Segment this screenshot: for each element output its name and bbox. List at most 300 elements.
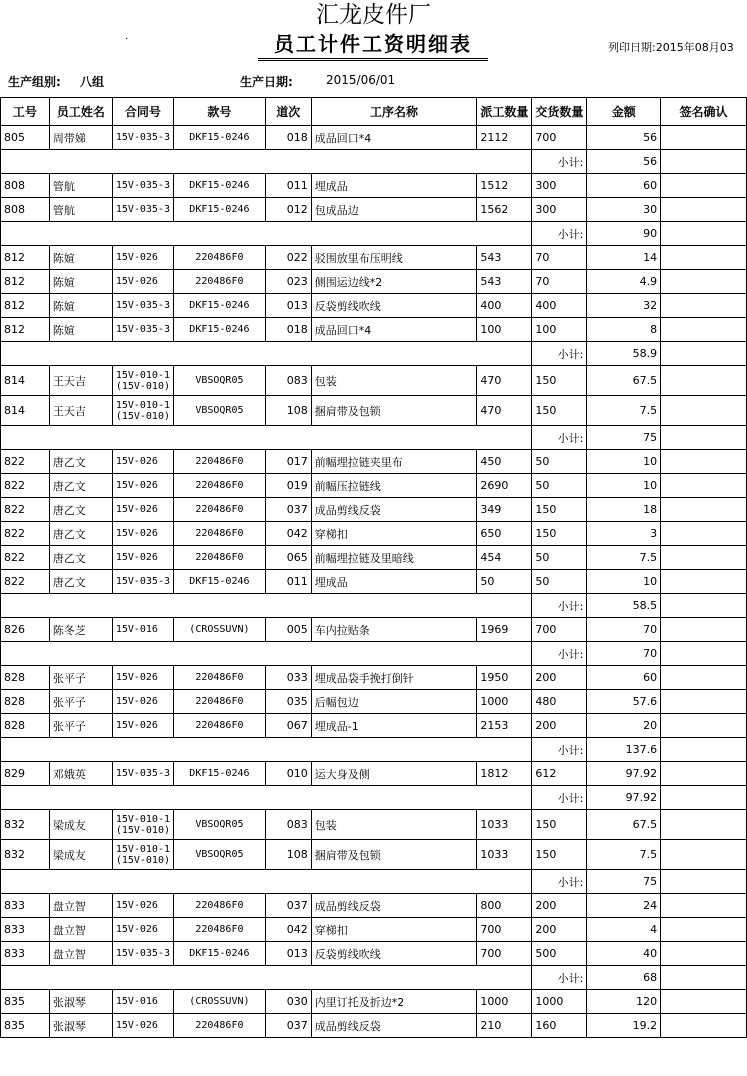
amount: 4	[587, 918, 661, 942]
contract-number: 15V-035-3	[112, 570, 173, 594]
signature-cell	[661, 642, 747, 666]
delivered-qty: 50	[532, 546, 587, 570]
table-row	[1, 918, 747, 942]
employee-name: 盘立智	[49, 942, 112, 966]
contract-line-1: 15V-010-1	[115, 843, 170, 855]
style-number: (CROSSUVN)	[174, 618, 266, 642]
process-name: 前幅埋拉链及里暗线	[311, 546, 477, 570]
amount: 14	[587, 246, 661, 270]
contract-number: 15V-035-3	[112, 198, 173, 222]
sequence-number: 035	[265, 690, 311, 714]
subtotal-spacer	[1, 642, 532, 666]
contract-number: 15V-026	[112, 714, 173, 738]
employee-name: 张平子	[49, 666, 112, 690]
delivered-qty: 200	[532, 894, 587, 918]
delivered-qty: 150	[532, 366, 587, 396]
amount: 18	[587, 498, 661, 522]
table-row	[1, 294, 747, 318]
contract-line-1: 15V-010-1	[115, 399, 170, 411]
amount: 67.5	[587, 366, 661, 396]
delivered-qty: 150	[532, 810, 587, 840]
amount: 30	[587, 198, 661, 222]
delivered-qty: 400	[532, 294, 587, 318]
employee-id: 814	[1, 366, 50, 396]
subtotal-label: 小计:	[532, 594, 587, 618]
table-header-row	[1, 98, 747, 126]
subtotal-label: 小计:	[532, 966, 587, 990]
employee-id: 826	[1, 618, 50, 642]
signature-cell	[661, 1014, 747, 1038]
style-number: 220486F0	[174, 498, 266, 522]
sequence-number: 005	[265, 618, 311, 642]
subtotal-label: 小计:	[532, 342, 587, 366]
contract-number: 15V-035-3	[112, 762, 173, 786]
subtotal-spacer	[1, 966, 532, 990]
delivered-qty: 150	[532, 522, 587, 546]
date-label: 生产日期:	[240, 75, 293, 89]
col-header-signature: 签名确认	[661, 98, 747, 126]
signature-cell	[661, 522, 747, 546]
employee-id: 822	[1, 450, 50, 474]
employee-id: 812	[1, 246, 50, 270]
employee-name: 张平子	[49, 690, 112, 714]
sequence-number: 019	[265, 474, 311, 498]
subtotal-label: 小计:	[532, 150, 587, 174]
employee-name: 管航	[49, 174, 112, 198]
delivered-qty: 500	[532, 942, 587, 966]
employee-name: 盘立智	[49, 894, 112, 918]
style-number: 220486F0	[174, 690, 266, 714]
employee-name: 陈冬芝	[49, 618, 112, 642]
signature-cell	[661, 198, 747, 222]
contract-number: 15V-026	[112, 918, 173, 942]
process-name: 穿梯扣	[311, 918, 477, 942]
table-row	[1, 246, 747, 270]
amount: 57.6	[587, 690, 661, 714]
table-row	[1, 366, 747, 396]
delivered-qty: 100	[532, 318, 587, 342]
signature-cell	[661, 666, 747, 690]
dispatched-qty: 1969	[477, 618, 532, 642]
employee-name: 陈媗	[49, 318, 112, 342]
process-name: 包成品边	[311, 198, 477, 222]
dispatched-qty: 1812	[477, 762, 532, 786]
style-number: 220486F0	[174, 894, 266, 918]
delivered-qty: 700	[532, 618, 587, 642]
dispatched-qty: 1033	[477, 810, 532, 840]
table-row	[1, 498, 747, 522]
employee-id: 822	[1, 498, 50, 522]
delivered-qty: 50	[532, 474, 587, 498]
style-number: DKF15-0246	[174, 570, 266, 594]
dispatched-qty: 100	[477, 318, 532, 342]
delivered-qty: 300	[532, 198, 587, 222]
signature-cell	[661, 318, 747, 342]
amount: 10	[587, 474, 661, 498]
subtotal-label: 小计:	[532, 786, 587, 810]
signature-cell	[661, 918, 747, 942]
employee-name: 管航	[49, 198, 112, 222]
print-date: 列印日期:2015年08月03	[608, 41, 734, 54]
sequence-number: 033	[265, 666, 311, 690]
sequence-number: 042	[265, 522, 311, 546]
table-row	[1, 570, 747, 594]
dispatched-qty: 1512	[477, 174, 532, 198]
delivered-qty: 200	[532, 714, 587, 738]
subtotal-label: 小计:	[532, 426, 587, 450]
style-number: 220486F0	[174, 666, 266, 690]
signature-cell	[661, 594, 747, 618]
contract-number: 15V-016	[112, 618, 173, 642]
table-row	[1, 840, 747, 870]
employee-id: 832	[1, 810, 50, 840]
sequence-number: 011	[265, 570, 311, 594]
sequence-number: 023	[265, 270, 311, 294]
process-name: 成品剪线反袋	[311, 498, 477, 522]
delivered-qty: 150	[532, 498, 587, 522]
subtotal-spacer	[1, 738, 532, 762]
amount: 19.2	[587, 1014, 661, 1038]
delivered-qty: 70	[532, 246, 587, 270]
style-number: VBSOQR05	[174, 366, 266, 396]
table-row	[1, 942, 747, 966]
employee-name: 梁成友	[49, 840, 112, 870]
sequence-number: 083	[265, 366, 311, 396]
table-row	[1, 396, 747, 426]
process-name: 反袋剪线吹线	[311, 294, 477, 318]
delivered-qty: 50	[532, 570, 587, 594]
sequence-number: 013	[265, 294, 311, 318]
process-name: 反袋剪线吹线	[311, 942, 477, 966]
table-row	[1, 762, 747, 786]
subtotal-row	[1, 222, 747, 246]
employee-id: 822	[1, 546, 50, 570]
subtotal-row	[1, 342, 747, 366]
amount: 4.9	[587, 270, 661, 294]
contract-number: 15V-026	[112, 522, 173, 546]
table-row	[1, 546, 747, 570]
employee-id: 835	[1, 990, 50, 1014]
employee-name: 王天吉	[49, 366, 112, 396]
delivered-qty: 150	[532, 840, 587, 870]
signature-cell	[661, 942, 747, 966]
signature-cell	[661, 270, 747, 294]
amount: 32	[587, 294, 661, 318]
col-header-contract: 合同号	[112, 98, 173, 126]
contract-number: 15V-035-3	[112, 318, 173, 342]
subtotal-amount: 90	[587, 222, 661, 246]
style-number: 220486F0	[174, 246, 266, 270]
contract-number: 15V-026	[112, 1014, 173, 1038]
table-row	[1, 522, 747, 546]
amount: 60	[587, 666, 661, 690]
employee-id: 808	[1, 174, 50, 198]
process-name: 埋成品	[311, 174, 477, 198]
process-name: 驳围放里布压明线	[311, 246, 477, 270]
process-name: 穿梯扣	[311, 522, 477, 546]
process-name: 捆肩带及包锁	[311, 840, 477, 870]
dispatched-qty: 543	[477, 270, 532, 294]
style-number: VBSOQR05	[174, 396, 266, 426]
sequence-number: 037	[265, 894, 311, 918]
dispatched-qty: 2112	[477, 126, 532, 150]
employee-name: 唐乙文	[49, 546, 112, 570]
process-name: 车内拉贴条	[311, 618, 477, 642]
delivered-qty: 200	[532, 918, 587, 942]
amount: 67.5	[587, 810, 661, 840]
dispatched-qty: 800	[477, 894, 532, 918]
contract-number: 15V-026	[112, 546, 173, 570]
employee-name: 陈媗	[49, 270, 112, 294]
signature-cell	[661, 714, 747, 738]
sequence-number: 018	[265, 126, 311, 150]
employee-name: 盘立智	[49, 918, 112, 942]
dispatched-qty: 470	[477, 366, 532, 396]
subtotal-row	[1, 786, 747, 810]
amount: 20	[587, 714, 661, 738]
contract-line-1: 15V-010-1	[115, 813, 170, 825]
stray-dot: .	[125, 31, 129, 42]
subtotal-row	[1, 594, 747, 618]
signature-cell	[661, 396, 747, 426]
dispatched-qty: 700	[477, 918, 532, 942]
sequence-number: 108	[265, 840, 311, 870]
subtotal-amount: 75	[587, 426, 661, 450]
sequence-number: 065	[265, 546, 311, 570]
contract-number	[112, 396, 173, 426]
amount: 10	[587, 570, 661, 594]
process-name: 包装	[311, 810, 477, 840]
signature-cell	[661, 546, 747, 570]
employee-id: 835	[1, 1014, 50, 1038]
delivered-qty: 1000	[532, 990, 587, 1014]
amount: 8	[587, 318, 661, 342]
subtotal-amount: 58.9	[587, 342, 661, 366]
employee-name: 邓娥英	[49, 762, 112, 786]
subtotal-spacer	[1, 786, 532, 810]
col-header-name: 员工姓名	[49, 98, 112, 126]
amount: 97.92	[587, 762, 661, 786]
subtotal-spacer	[1, 222, 532, 246]
amount: 3	[587, 522, 661, 546]
amount: 56	[587, 126, 661, 150]
sequence-number: 017	[265, 450, 311, 474]
signature-cell	[661, 570, 747, 594]
delivered-qty: 700	[532, 126, 587, 150]
employee-id: 822	[1, 474, 50, 498]
subtotal-row	[1, 870, 747, 894]
contract-number: 15V-026	[112, 894, 173, 918]
dispatched-qty: 650	[477, 522, 532, 546]
signature-cell	[661, 126, 747, 150]
table-row	[1, 690, 747, 714]
contract-number: 15V-026	[112, 246, 173, 270]
dispatched-qty: 50	[477, 570, 532, 594]
group-value: 八组	[80, 75, 105, 89]
subtotal-row	[1, 966, 747, 990]
style-number: DKF15-0246	[174, 198, 266, 222]
subtotal-amount: 137.6	[587, 738, 661, 762]
signature-cell	[661, 342, 747, 366]
signature-cell	[661, 870, 747, 894]
process-name: 侧围运边线*2	[311, 270, 477, 294]
amount: 24	[587, 894, 661, 918]
signature-cell	[661, 990, 747, 1014]
sequence-number: 012	[265, 198, 311, 222]
contract-number	[112, 810, 173, 840]
dispatched-qty: 700	[477, 942, 532, 966]
signature-cell	[661, 366, 747, 396]
amount: 60	[587, 174, 661, 198]
date-value: 2015/06/01	[326, 73, 396, 87]
subtotal-amount: 75	[587, 870, 661, 894]
wage-detail-table	[0, 97, 747, 1038]
contract-line-2: (15V-010)	[115, 824, 170, 836]
employee-id: 822	[1, 522, 50, 546]
dispatched-qty: 349	[477, 498, 532, 522]
style-number: 220486F0	[174, 522, 266, 546]
style-number: VBSOQR05	[174, 810, 266, 840]
table-row	[1, 990, 747, 1014]
process-name: 包装	[311, 366, 477, 396]
contract-number	[112, 366, 173, 396]
sequence-number: 030	[265, 990, 311, 1014]
employee-name: 唐乙文	[49, 570, 112, 594]
dispatched-qty: 1000	[477, 690, 532, 714]
sequence-number: 013	[265, 942, 311, 966]
col-header-process: 工序名称	[311, 98, 477, 126]
subtotal-spacer	[1, 594, 532, 618]
subtotal-label: 小计:	[532, 222, 587, 246]
subtotal-amount: 68	[587, 966, 661, 990]
delivered-qty: 160	[532, 1014, 587, 1038]
style-number: DKF15-0246	[174, 942, 266, 966]
employee-id: 828	[1, 714, 50, 738]
delivered-qty: 70	[532, 270, 587, 294]
style-number: 220486F0	[174, 918, 266, 942]
group-label: 生产组别:	[8, 75, 61, 89]
signature-cell	[661, 222, 747, 246]
process-name: 捆肩带及包锁	[311, 396, 477, 426]
process-name: 前幅埋拉链夹里布	[311, 450, 477, 474]
contract-line-1: 15V-010-1	[115, 369, 170, 381]
employee-name: 周带娣	[49, 126, 112, 150]
col-header-delivered: 交货数量	[532, 98, 587, 126]
style-number: DKF15-0246	[174, 294, 266, 318]
employee-name: 唐乙文	[49, 522, 112, 546]
employee-id: 812	[1, 270, 50, 294]
style-number: DKF15-0246	[174, 762, 266, 786]
signature-cell	[661, 150, 747, 174]
employee-id: 812	[1, 294, 50, 318]
sequence-number: 018	[265, 318, 311, 342]
col-header-seq: 道次	[265, 98, 311, 126]
dispatched-qty: 543	[477, 246, 532, 270]
process-name: 成品回口*4	[311, 318, 477, 342]
contract-number: 15V-035-3	[112, 942, 173, 966]
amount: 70	[587, 618, 661, 642]
signature-cell	[661, 474, 747, 498]
table-row	[1, 318, 747, 342]
table-row	[1, 618, 747, 642]
amount: 120	[587, 990, 661, 1014]
contract-number: 15V-026	[112, 498, 173, 522]
signature-cell	[661, 762, 747, 786]
contract-number: 15V-026	[112, 690, 173, 714]
dispatched-qty: 210	[477, 1014, 532, 1038]
table-row	[1, 198, 747, 222]
style-number: 220486F0	[174, 270, 266, 294]
process-name: 埋成品袋手挽打倒针	[311, 666, 477, 690]
employee-name: 张平子	[49, 714, 112, 738]
sequence-number: 037	[265, 1014, 311, 1038]
signature-cell	[661, 174, 747, 198]
sequence-number: 037	[265, 498, 311, 522]
col-header-id: 工号	[1, 98, 50, 126]
dispatched-qty: 400	[477, 294, 532, 318]
subtotal-label: 小计:	[532, 870, 587, 894]
sequence-number: 011	[265, 174, 311, 198]
sequence-number: 083	[265, 810, 311, 840]
delivered-qty: 612	[532, 762, 587, 786]
employee-name: 张淑琴	[49, 1014, 112, 1038]
process-name: 成品回口*4	[311, 126, 477, 150]
employee-id: 833	[1, 942, 50, 966]
process-name: 成品剪线反袋	[311, 1014, 477, 1038]
contract-number	[112, 840, 173, 870]
contract-number: 15V-035-3	[112, 174, 173, 198]
delivered-qty: 480	[532, 690, 587, 714]
employee-name: 唐乙文	[49, 474, 112, 498]
signature-cell	[661, 294, 747, 318]
contract-number: 15V-026	[112, 474, 173, 498]
process-name: 后幅包边	[311, 690, 477, 714]
table-row	[1, 474, 747, 498]
signature-cell	[661, 450, 747, 474]
employee-id: 833	[1, 918, 50, 942]
sequence-number: 010	[265, 762, 311, 786]
amount: 40	[587, 942, 661, 966]
amount: 10	[587, 450, 661, 474]
table-body	[1, 126, 747, 1038]
employee-id: 814	[1, 396, 50, 426]
subtotal-label: 小计:	[532, 642, 587, 666]
col-header-style: 款号	[174, 98, 266, 126]
subtotal-label: 小计:	[532, 738, 587, 762]
process-name: 埋成品-1	[311, 714, 477, 738]
col-header-dispatched: 派工数量	[477, 98, 532, 126]
table-row	[1, 450, 747, 474]
process-name: 内里订托及折边*2	[311, 990, 477, 1014]
contract-number: 15V-026	[112, 666, 173, 690]
signature-cell	[661, 690, 747, 714]
document-title: 员工计件工资明细表	[258, 30, 488, 61]
col-header-amount: 金额	[587, 98, 661, 126]
dispatched-qty: 1950	[477, 666, 532, 690]
subtotal-amount: 58.5	[587, 594, 661, 618]
dispatched-qty: 1033	[477, 840, 532, 870]
subtotal-row	[1, 426, 747, 450]
subtotal-amount: 70	[587, 642, 661, 666]
sequence-number: 042	[265, 918, 311, 942]
dispatched-qty: 1562	[477, 198, 532, 222]
process-name: 成品剪线反袋	[311, 894, 477, 918]
dispatched-qty: 1000	[477, 990, 532, 1014]
process-name: 运大身及侧	[311, 762, 477, 786]
table-row	[1, 174, 747, 198]
delivered-qty: 300	[532, 174, 587, 198]
amount: 7.5	[587, 546, 661, 570]
